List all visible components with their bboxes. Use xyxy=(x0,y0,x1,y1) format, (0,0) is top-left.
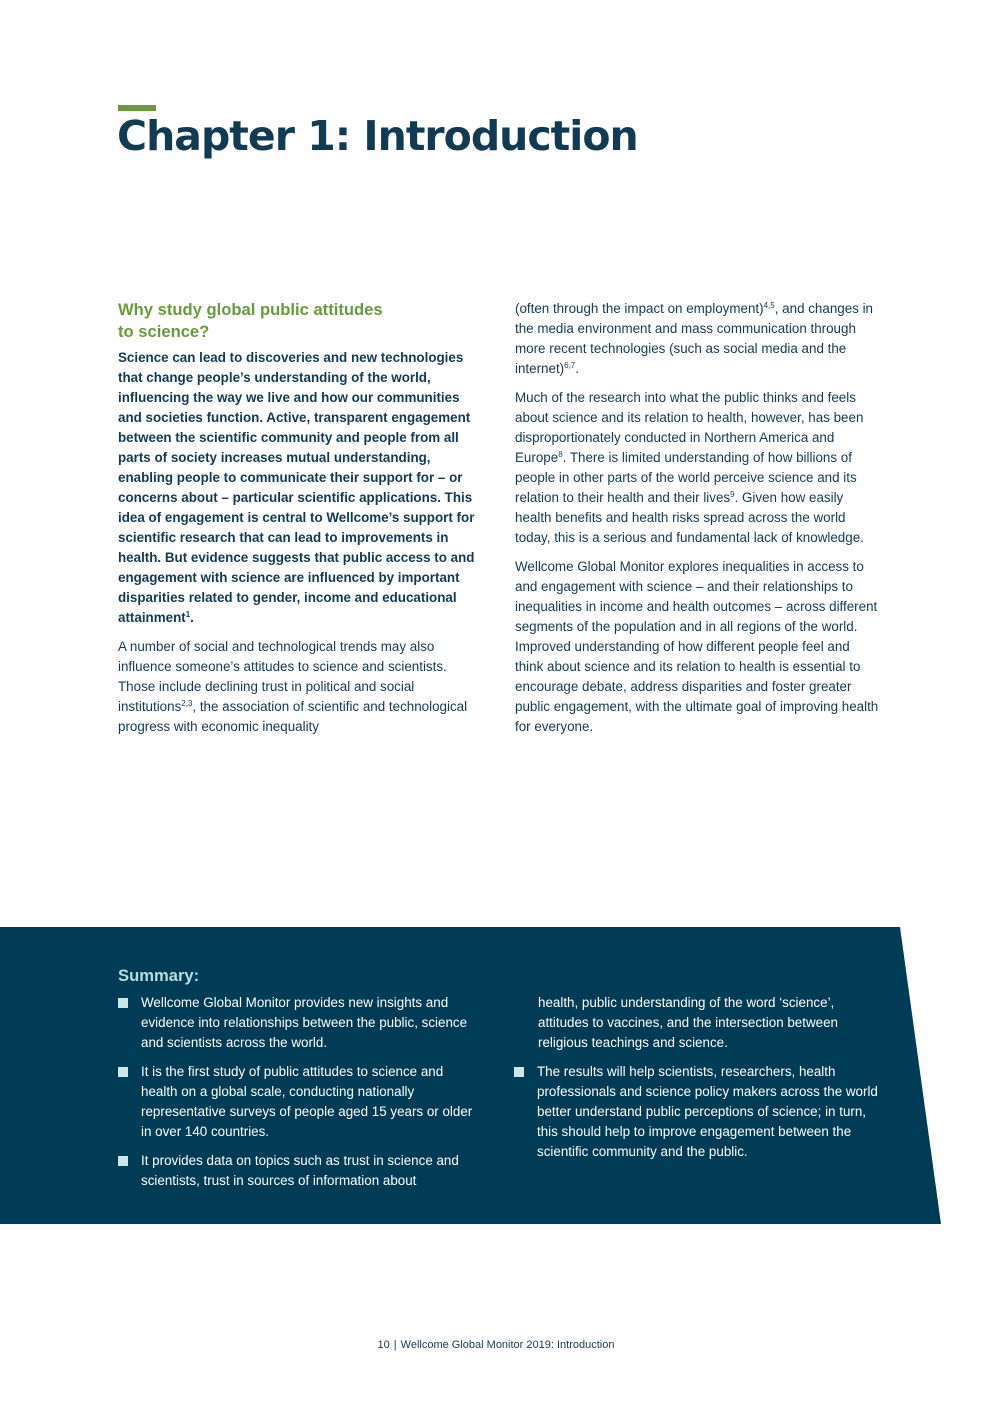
summary-bullet-text: It provides data on topics such as trust in science and scientists, trust in sources of information about xyxy=(141,1153,459,1188)
trends-paragraph xyxy=(118,637,483,737)
summary-bullet-text: It is the first study of public attitudes to science and health on a global scale, conducting nationally representative surveys of people aged 15 years or older in over 140 countries. xyxy=(141,1064,473,1139)
section-heading-line1: Why study global public attitudes xyxy=(118,300,383,319)
intro-text: Science can lead to discoveries and new technologies that change people’s understanding of the world, influencing the way we live and how our communities and societies function. Active, transparent engagement between the scientific community and people from all parts of society increases mutual understanding, enabling people to communicate their support for – or concerns about – particular scientific applications. This idea of engagement is central to Wellcome’s support for scientific research that can lead to improvements in health. But evidence suggests that public access to and engagement with science are influenced by important disparities related to gender, income and educational attainment xyxy=(118,350,475,625)
footnote-ref: 2,3 xyxy=(181,699,193,708)
footer-separator: | xyxy=(393,1339,397,1351)
research-text-end: . Given how easily health benefits and health risks spread across the world today, this is a serious and fundamental lack of knowledge. xyxy=(515,490,864,545)
chapter-title: Chapter 1: Introduction xyxy=(117,112,638,160)
summary-bullet-continued xyxy=(514,993,884,1053)
footer-title: Wellcome Global Monitor 2019: Introduction xyxy=(400,1339,615,1351)
footnote-ref: 4,5 xyxy=(763,301,775,310)
media-text-end: . xyxy=(575,361,579,376)
research-text: Much of the research into what the public thinks and feels about science and its relation to health, however, has been disproportionately conducted in Northern America and Europe xyxy=(515,390,864,465)
summary-list-left xyxy=(118,993,483,1200)
footnote-ref: 6,7 xyxy=(564,361,576,370)
section-heading xyxy=(118,299,483,343)
summary-bullet xyxy=(118,993,483,1053)
page-footer xyxy=(0,1339,992,1351)
trends-text: A number of social and technological trends may also influence someone’s attitudes to science and scientists. Those include declining trust in political and social institutions xyxy=(118,639,447,714)
footnote-ref: 1 xyxy=(185,610,191,619)
monitor-paragraph: Wellcome Global Monitor explores inequalities in access to and engagement with science – and their relationships to inequalities in income and health outcomes – across different segments of the population and in all regions of the world. Improved understanding of how different people feel and think about science and its relation to health is essential to encourage debate, address disparities and foster greater public engagement, with the ultimate goal of improving health for everyone. xyxy=(515,559,879,734)
footnote-ref: 8 xyxy=(558,450,563,459)
section-heading-line2: to science? xyxy=(118,322,210,341)
summary-bullet-text: Wellcome Global Monitor provides new insights and evidence into relationships between the public, science and scientists across the world. xyxy=(141,995,468,1050)
summary-bullet xyxy=(118,1062,483,1142)
summary-bullet xyxy=(118,1151,483,1191)
summary-list-right xyxy=(514,993,884,1171)
media-text-cont: , and changes in the media environment and mass communication through more recent technologies (such as social media and the internet) xyxy=(515,301,874,376)
bullet-square-icon xyxy=(118,1156,128,1166)
bullet-square-icon xyxy=(118,998,128,1008)
left-column xyxy=(118,299,483,746)
bullet-square-icon xyxy=(118,1067,128,1077)
media-paragraph xyxy=(515,299,880,379)
right-column xyxy=(515,299,880,746)
research-paragraph xyxy=(515,388,880,548)
page-number: 10 xyxy=(377,1339,390,1351)
bullet-square-icon xyxy=(514,1067,524,1077)
research-text-cont: . There is limited understanding of how billions of people in other parts of the world perceive science and its relation to their health and their lives xyxy=(515,450,857,505)
summary-bullet-text: The results will help scientists, researchers, health professionals and science policy makers across the world better understand public perceptions of science; in turn, this should help to improve engagement between the scientific community and the public. xyxy=(537,1064,878,1159)
summary-title: Summary: xyxy=(118,966,200,985)
title-accent-bar xyxy=(118,105,156,111)
trends-text-cont: , the association of scientific and technological progress with economic inequality xyxy=(118,699,468,734)
footnote-ref: 9 xyxy=(730,490,735,499)
summary-bullet xyxy=(514,1062,884,1162)
intro-paragraph xyxy=(118,348,483,628)
intro-end: . xyxy=(190,610,194,625)
media-text: (often through the impact on employment) xyxy=(515,301,764,316)
summary-bullet-text: health, public understanding of the word ‘science’, attitudes to vaccines, and the intersection between religious teachings and science. xyxy=(538,995,838,1050)
